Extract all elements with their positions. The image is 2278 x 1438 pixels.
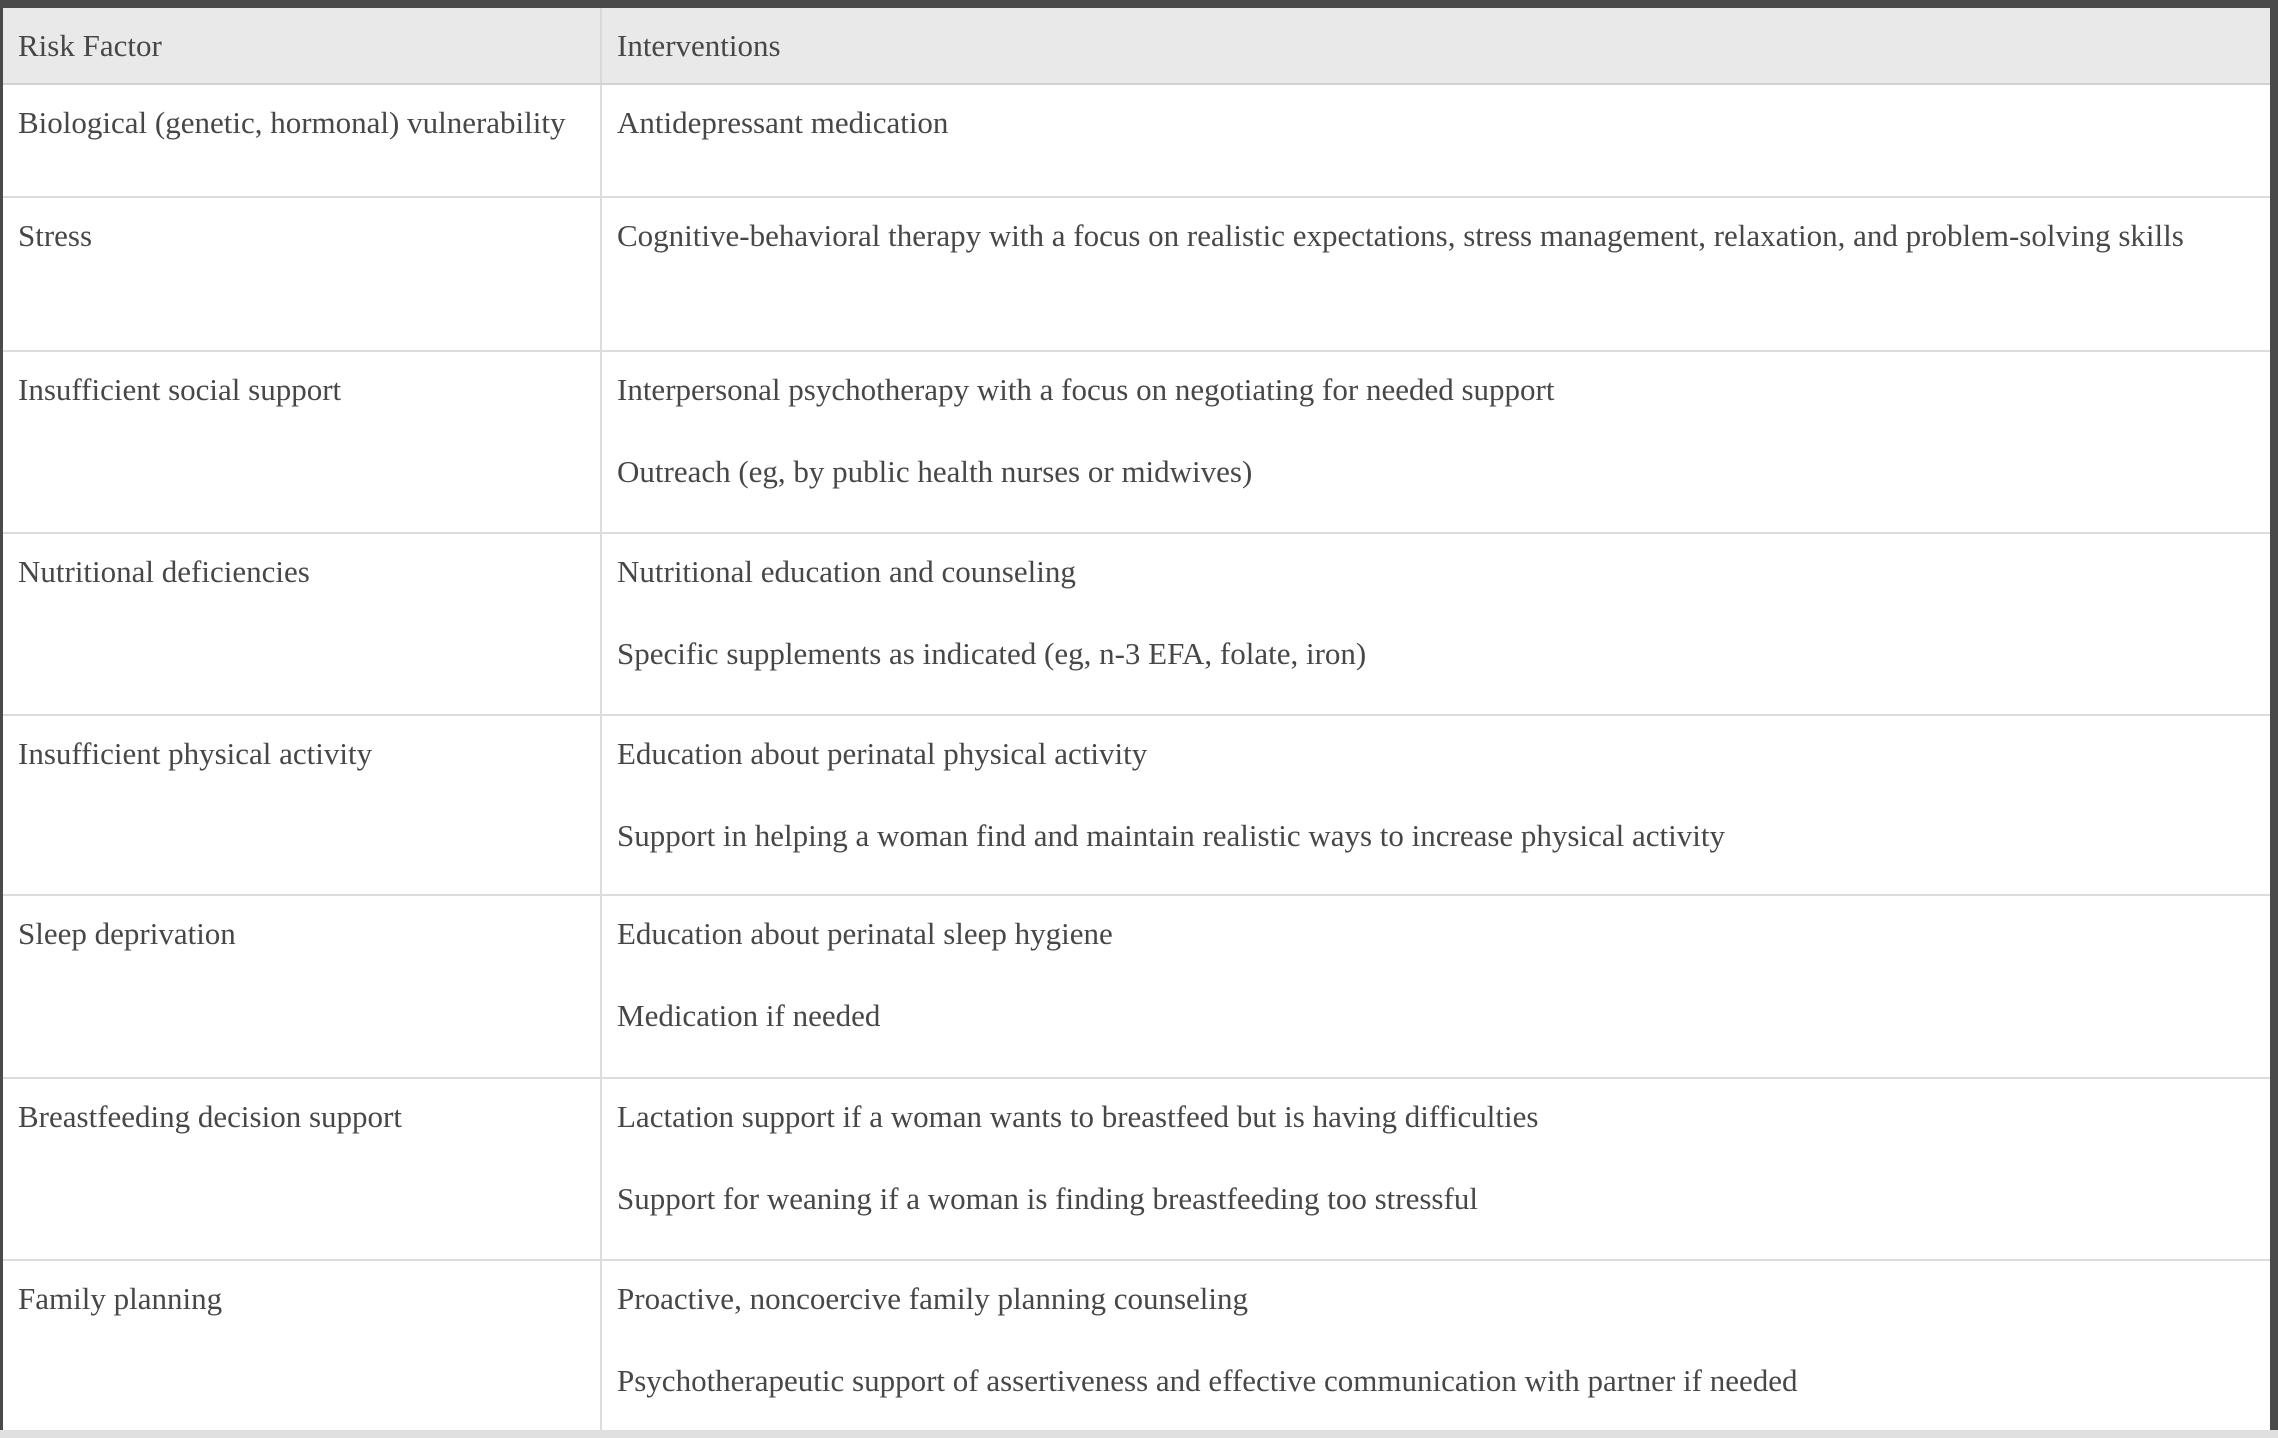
intervention-paragraph: Support for weaning if a woman is finding breastfeeding too stressful bbox=[617, 1180, 1478, 1216]
interventions-cell bbox=[601, 1260, 2270, 1430]
risk-factor-cell: Family planning bbox=[3, 1260, 601, 1430]
risk-factor-cell: Nutritional deficiencies bbox=[3, 533, 601, 715]
header-row bbox=[3, 8, 2270, 84]
risk-factor-cell: Biological (genetic, hormonal) vulnerability bbox=[3, 84, 601, 197]
table-row bbox=[3, 1260, 2270, 1430]
intervention-paragraph: Education about perinatal sleep hygiene bbox=[617, 916, 1113, 952]
intervention-paragraph: Antidepressant medication bbox=[617, 105, 949, 141]
intervention-paragraph: Specific supplements as indicated (eg, n-3 EFA, folate, iron) bbox=[617, 635, 1367, 671]
interventions-cell bbox=[601, 895, 2270, 1078]
intervention-paragraph: Medication if needed bbox=[617, 997, 881, 1033]
risk-interventions-table bbox=[3, 8, 2270, 1430]
interventions-cell bbox=[601, 533, 2270, 715]
column-header-risk-factor: Risk Factor bbox=[3, 8, 601, 84]
risk-factor-cell: Stress bbox=[3, 197, 601, 351]
column-header-interventions: Interventions bbox=[601, 8, 2270, 84]
intervention-paragraph: Cognitive-behavioral therapy with a focus on realistic expectations, stress management, relaxation, and problem-solving skills bbox=[617, 218, 2184, 254]
interventions-cell bbox=[601, 197, 2270, 351]
intervention-paragraph: Lactation support if a woman wants to breastfeed but is having difficulties bbox=[617, 1099, 1539, 1135]
interventions-cell bbox=[601, 715, 2270, 895]
interventions-cell bbox=[601, 1078, 2270, 1260]
table-row bbox=[3, 1078, 2270, 1260]
intervention-paragraph: Interpersonal psychotherapy with a focus on negotiating for needed support bbox=[617, 372, 1555, 408]
intervention-paragraph: Outreach (eg, by public health nurses or midwives) bbox=[617, 453, 1253, 489]
interventions-cell bbox=[601, 351, 2270, 533]
intervention-paragraph: Proactive, noncoercive family planning counseling bbox=[617, 1281, 1249, 1317]
intervention-paragraph: Nutritional education and counseling bbox=[617, 554, 1076, 590]
table-header bbox=[3, 8, 2270, 84]
table-row bbox=[3, 715, 2270, 895]
interventions-cell bbox=[601, 84, 2270, 197]
table-row bbox=[3, 197, 2270, 351]
table-row bbox=[3, 533, 2270, 715]
risk-factor-cell: Insufficient social support bbox=[3, 351, 601, 533]
table-row bbox=[3, 84, 2270, 197]
intervention-paragraph: Support in helping a woman find and maintain realistic ways to increase physical activity bbox=[617, 817, 1725, 853]
table-body bbox=[3, 84, 2270, 1430]
table-row bbox=[3, 895, 2270, 1078]
risk-factor-cell: Insufficient physical activity bbox=[3, 715, 601, 895]
risk-factor-cell: Sleep deprivation bbox=[3, 895, 601, 1078]
intervention-paragraph: Education about perinatal physical activity bbox=[617, 736, 1148, 772]
table-row bbox=[3, 351, 2270, 533]
risk-factor-cell: Breastfeeding decision support bbox=[3, 1078, 601, 1260]
intervention-paragraph: Psychotherapeutic support of assertiveness and effective communication with partner if needed bbox=[617, 1362, 1798, 1398]
